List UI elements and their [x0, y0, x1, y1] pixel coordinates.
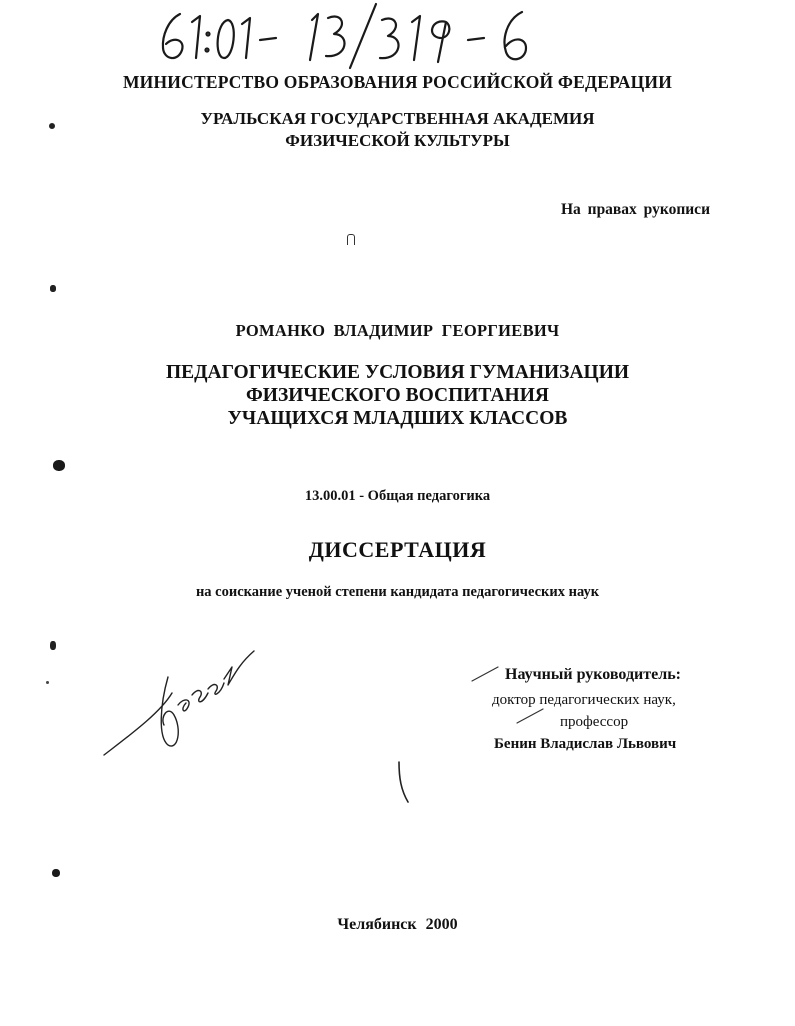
title-line2: ФИЗИЧЕСКОГО ВОСПИТАНИЯ	[246, 385, 549, 406]
pen-stroke	[395, 760, 411, 805]
ministry-name: МИНИСТЕРСТВО ОБРАЗОВАНИЯ РОССИЙСКОЙ ФЕДЕРАЦИИ	[122, 72, 673, 92]
scan-dot	[50, 285, 56, 292]
title-line3: УЧАЩИХСЯ МЛАДШИХ КЛАССОВ	[227, 408, 568, 429]
title-line1: ПЕДАГОГИЧЕСКИЕ УСЛОВИЯ ГУМАНИЗАЦИИ	[165, 362, 630, 383]
degree-line: на соискание ученой степени кандидата педагогических наук	[195, 584, 600, 600]
supervisor-label: Научный руководитель:	[505, 666, 681, 683]
signature	[100, 645, 260, 760]
scan-dot	[50, 641, 56, 650]
academy-name-line1: УРАЛЬСКАЯ ГОСУДАРСТВЕННАЯ АКАДЕМИЯ	[200, 109, 595, 128]
supervisor-degree: доктор педагогических наук,	[492, 692, 676, 708]
handwritten-archive-mark	[150, 2, 610, 70]
specialty-code: 13.00.01 - Общая педагогика	[304, 488, 491, 504]
supervisor-rank: профессор	[560, 714, 629, 730]
pen-stroke	[515, 706, 545, 726]
academy-name-line2: ФИЗИЧЕСКОЙ КУЛЬТУРЫ	[285, 131, 510, 150]
rights-note: На правах рукописи	[560, 201, 710, 218]
scan-dot	[53, 460, 65, 471]
city-year: Челябинск 2000	[337, 916, 458, 933]
pen-stroke	[470, 664, 500, 684]
scan-dot	[52, 869, 60, 877]
document-type: ДИССЕРТАЦИЯ	[308, 537, 487, 562]
scan-dot	[46, 681, 49, 684]
scan-tick	[347, 234, 355, 245]
supervisor-name: Бенин Владислав Львович	[494, 736, 677, 752]
author-name: РОМАНКО ВЛАДИМИР ГЕОРГИЕВИЧ	[235, 321, 560, 340]
